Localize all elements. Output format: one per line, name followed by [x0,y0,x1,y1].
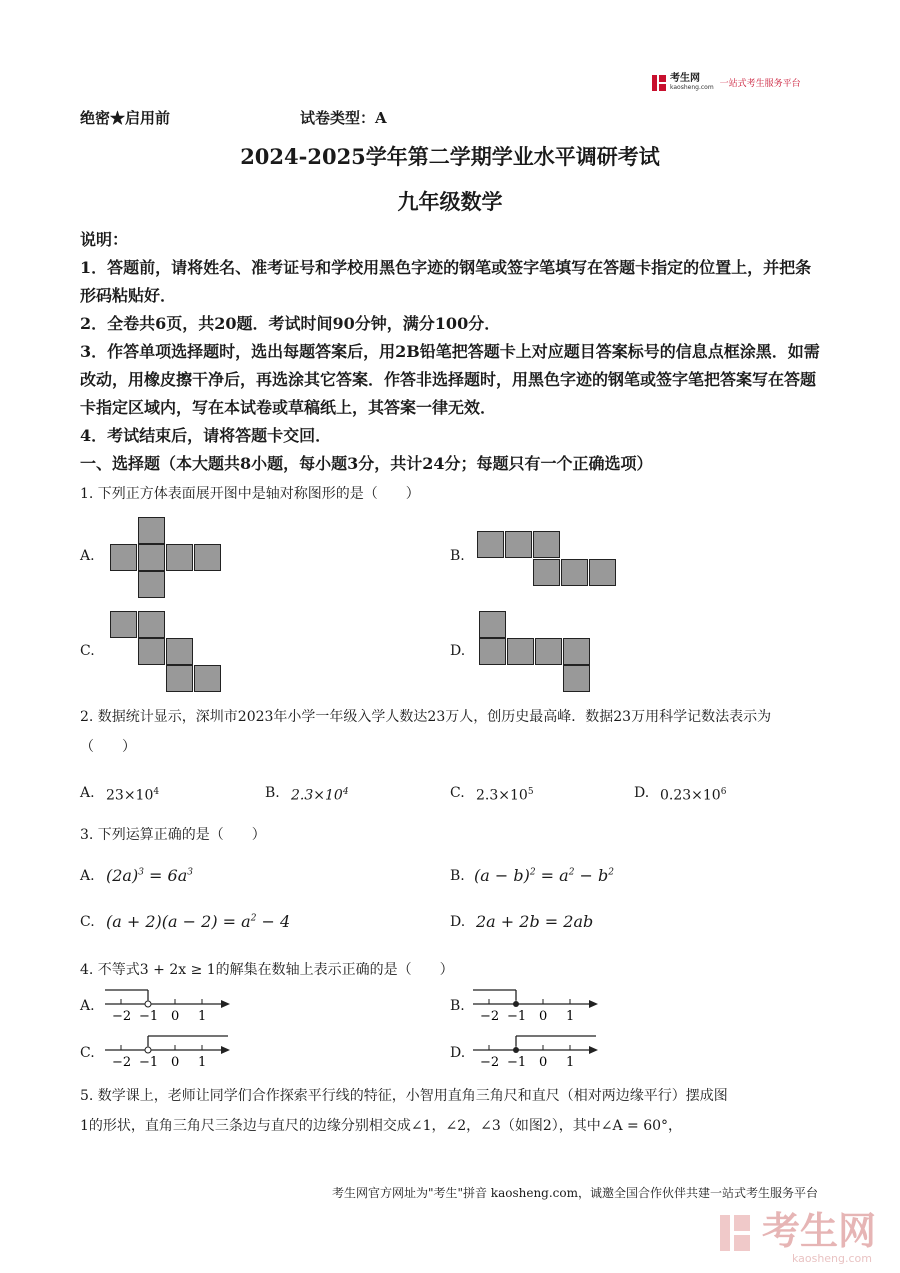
brand-url: kaosheng.com [670,84,714,91]
q3-option-d-label: D. [450,914,466,930]
q1-option-a-label: A. [80,548,95,564]
q2-option-c-label: C. [450,785,465,801]
question-1-stem: 1. 下列正方体表面展开图中是轴对称图形的是（ ） [80,486,420,502]
question-5-line-1: 5. 数学课上，老师让同学们合作探索平行线的特征，小智用直角三角尺和直尺（相对两边缘平行）摆成图 [80,1088,728,1104]
brand-slogan: 一站式考生服务平台 [719,79,801,89]
q3-option-b-expr: $(a - b)^2 = a^2 - b^2$ [474,866,614,885]
q4-option-d-label: D. [450,1045,466,1061]
watermark-name: 考生网 [761,1209,876,1253]
question-4-stem: 4. 不等式3 + 2x ≥ 1的解集在数轴上表示正确的是（ ） [80,962,454,978]
svg-text:−2: −2 [112,1055,132,1070]
svg-text:1: 1 [198,1055,207,1070]
question-5-stem [80,1081,820,1141]
svg-text:−2: −2 [480,1055,500,1070]
q2-option-b-value: $2.3\times 10^4$ [291,787,349,804]
svg-text:−1: −1 [507,1009,527,1024]
svg-text:−1: −1 [139,1055,159,1070]
q1-option-b-label: B. [450,548,465,564]
q3-option-a-label: A. [80,868,95,884]
q2-option-d-value: $0.23\times 10^6$ [660,787,727,804]
svg-text:−1: −1 [139,1009,159,1024]
q1-option-d-label: D. [450,643,466,659]
brand-name: 考生网 [670,73,700,84]
q2-option-b-label: B. [265,785,280,801]
instructions-heading: 说明： [80,230,129,249]
question-5-line-2: 1的形状，直角三角尺三条边与直尺的边缘分别相交成∠1，∠2，∠3（如图2），其中∠A = 60°， [80,1118,683,1134]
instruction-item: 4．考试结束后，请将答题卡交回． [80,426,332,445]
question-3-stem: 3. 下列运算正确的是（ ） [80,827,266,843]
q3-option-c-label: C. [80,914,95,930]
footer-text: 考生网官方网址为"考生"拼音 kaosheng.com，诚邀全国合作伙伴共建一站式考生服务平台 [331,1186,818,1200]
q4-option-c-label: C. [80,1045,95,1061]
exam-title: 2024-2025学年第二学期学业水平调研考试 [240,144,660,169]
svg-text:0: 0 [171,1055,180,1070]
svg-text:0: 0 [171,1009,180,1024]
q2-option-a-value: $23\times 10^4$ [106,787,160,804]
q4-option-a-number-line [100,986,240,1026]
instruction-item: 2．全卷共6页，共20题．考试时间90分钟，满分100分． [80,314,501,333]
q3-option-c-expr: $(a + 2)(a - 2) = a^2 - 4$ [106,912,291,931]
instruction-item: 1．答题前，请将姓名、准考证号和学校用黑色字迹的钢笔或签字笔填写在答题卡指定的位置上，并把条形码粘贴好． [80,258,812,305]
q4-option-c-number-line [100,1032,240,1072]
watermark-logo-icon [720,1215,750,1251]
q4-option-a-label: A. [80,998,95,1014]
q3-option-b-label: B. [450,868,465,884]
svg-text:−1: −1 [507,1055,527,1070]
q2-option-d-label: D. [634,785,650,801]
q3-option-d-expr: 2a + 2b = 2ab [476,912,594,931]
brand-logo-icon [652,75,666,91]
watermark-url: kaosheng.com [791,1252,872,1265]
svg-text:0: 0 [539,1055,548,1070]
question-2-stem: 2. 数据统计显示，深圳市2023年小学一年级入学人数达23万人，创历史最高峰．数据23万用科学记数法表示为（ ） [80,709,772,755]
q2-option-c-value: $2.3\times 10^5$ [476,787,534,804]
q1-option-c-label: C. [80,643,95,659]
section-title: 一、选择题（本大题共8小题，每小题3分，共计24分；每题只有一个正确选项） [80,454,653,473]
instruction-item: 3．作答单项选择题时，选出每题答案后，用2B铅笔把答题卡上对应题目答案标号的信息点框涂黑．如需改动，用橡皮擦干净后，再选涂其它答案．作答非选择题时，用黑色字迹的钢笔或签字笔把答案写在答题卡指定区域内，写在本试卷或草稿纸上，其答案一律无效． [80,342,820,417]
instructions [80,226,825,450]
secret-label: 绝密★启用前 [80,109,171,127]
brand-logo [652,74,801,91]
exam-subtitle: 九年级数学 [397,189,503,214]
svg-text:0: 0 [539,1009,548,1024]
svg-text:1: 1 [566,1009,575,1024]
q4-option-d-number-line [468,1032,608,1072]
q2-option-a-label: A. [80,785,95,801]
svg-text:−2: −2 [112,1009,132,1024]
q4-option-b-label: B. [450,998,465,1014]
svg-text:−2: −2 [480,1009,500,1024]
svg-text:1: 1 [198,1009,207,1024]
q4-option-b-number-line [468,986,608,1026]
svg-text:1: 1 [566,1055,575,1070]
q3-option-a-expr: $(2a)^3 = 6a^3$ [106,866,193,885]
paper-type: 试卷类型：A [300,109,387,127]
